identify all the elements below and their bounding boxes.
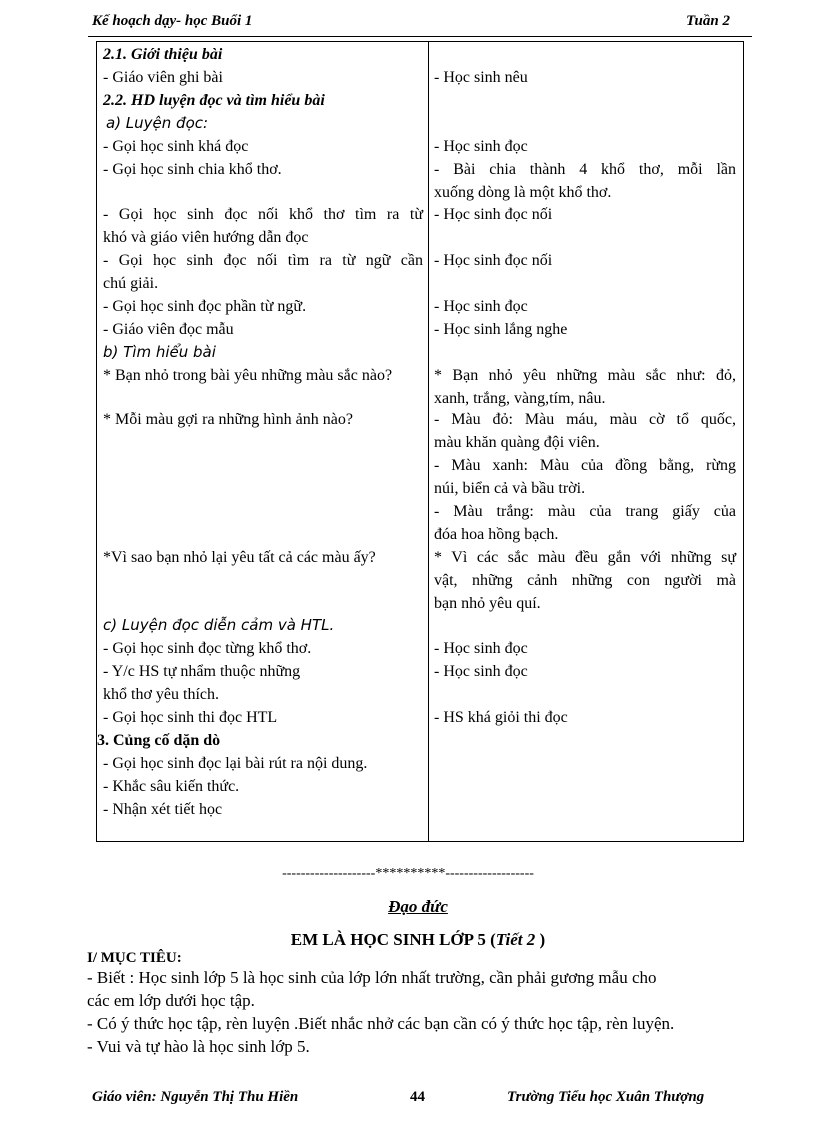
table-right-line: - HS khá giỏi thi đọc <box>434 709 568 726</box>
table-left-line: 2.1. Giới thiệu bài <box>103 46 223 63</box>
table-right-line: - Màu trắng: màu của trang giấy của <box>434 503 736 520</box>
subject-heading: Đạo đức <box>388 897 448 916</box>
table-right-line: - Học sinh đọc <box>434 663 528 680</box>
header-left: Kế hoạch dạy- học Buổi 1 <box>92 13 253 29</box>
table-right-line: - Màu xanh: Màu của đồng bằng, rừng <box>434 457 736 474</box>
table-left-line: - Gọi học sinh khá đọc <box>103 138 249 155</box>
table-column-divider <box>428 42 429 841</box>
table-left-line: - Giáo viên đọc mẫu <box>103 321 234 338</box>
lesson-title <box>0 930 816 950</box>
table-left-line: - Y/c HS tự nhẩm thuộc những <box>103 663 301 680</box>
table-left-line: - Gọi học sinh chia khổ thơ. <box>103 161 282 178</box>
table-left-line: 2.2. HD luyện đọc và tìm hiểu bài <box>103 92 325 109</box>
table-right-line: * Bạn nhỏ yêu những màu sắc như: đỏ, <box>434 367 736 384</box>
header-right: Tuần 2 <box>685 13 730 29</box>
table-right-line: màu khăn quàng đội viên. <box>434 434 600 451</box>
table-left-line: khổ thơ yêu thích. <box>103 686 219 703</box>
table-right-line: - Màu đỏ: Màu máu, màu cờ tổ quốc, <box>434 411 736 428</box>
table-left-line: - Gọi học sinh đọc nối khổ thơ tìm ra từ <box>103 206 423 223</box>
table-left-line: - Gọi học sinh đọc từng khổ thơ. <box>103 640 312 657</box>
table-left-line: b) Tìm hiểu bài <box>103 343 216 361</box>
objective-line: các em lớp dưới học tập. <box>87 991 255 1010</box>
table-right-line: - Học sinh đọc nối <box>434 206 553 223</box>
lesson-title-part: Tiết 2 <box>495 930 536 949</box>
footer-page-number: 44 <box>410 1089 425 1105</box>
table-left-line: - Gọi học sinh đọc phần từ ngữ. <box>103 298 307 315</box>
objective-line: - Có ý thức học tập, rèn luyện .Biết nhắc nhở các bạn cần có ý thức học tập, rèn luyện. <box>87 1014 675 1033</box>
table-left-line: - Giáo viên ghi bài <box>103 69 223 86</box>
table-left-line: chú giải. <box>103 275 159 292</box>
table-right-line: - Học sinh đọc <box>434 298 528 315</box>
table-right-line: xanh, trắng, vàng,tím, nâu. <box>434 390 606 407</box>
table-left-line: khó và giáo viên hướng dẫn đọc <box>103 229 309 246</box>
lesson-title-main: EM LÀ HỌC SINH LỚP 5 ( <box>290 930 496 949</box>
section-separator: --------------------**********------------------- <box>282 866 534 881</box>
table-left-line: - Gọi học sinh đọc nối tìm ra từ ngữ cần <box>103 252 423 269</box>
table-right-line: - Bài chia thành 4 khổ thơ, mỗi lần <box>434 161 736 178</box>
table-left-line: * Bạn nhỏ trong bài yêu những màu sắc nào? <box>103 367 393 384</box>
objective-line: - Biết : Học sinh lớp 5 là học sinh của lớp lớn nhất trường, cần phải gương mẫu cho <box>87 968 657 987</box>
table-right-line: * Vì các sắc màu đều gắn với những sự <box>434 549 736 566</box>
table-right-line: vật, những cảnh những con người mà <box>434 572 736 589</box>
table-right-line: - Học sinh nêu <box>434 69 528 86</box>
header-rule <box>88 36 752 37</box>
table-right-line: bạn nhỏ yêu quí. <box>434 595 541 612</box>
table-left-line: c) Luyện đọc diễn cảm và HTL. <box>103 616 335 634</box>
objectives-heading: I/ MỤC TIÊU: <box>87 950 182 966</box>
table-right-line: - Học sinh đọc <box>434 138 528 155</box>
table-left-line: * Mỗi màu gợi ra những hình ảnh nào? <box>103 411 353 428</box>
footer-teacher: Giáo viên: Nguyễn Thị Thu Hiền <box>92 1089 299 1105</box>
table-left-line: - Gọi học sinh thi đọc HTL <box>103 709 278 726</box>
table-left-line: *Vì sao bạn nhỏ lại yêu tất cả các màu ấy? <box>103 549 376 566</box>
table-right-line: - Học sinh lắng nghe <box>434 321 568 338</box>
table-left-line: a) Luyện đọc: <box>106 114 209 132</box>
table-left-line: - Gọi học sinh đọc lại bài rút ra nội dung. <box>103 755 368 772</box>
footer-school: Trường Tiểu học Xuân Thượng <box>507 1089 705 1105</box>
table-right-line: núi, biển cả và bầu trời. <box>434 480 586 497</box>
table-left-line: 3. Củng cố dặn dò <box>97 732 221 749</box>
table-right-line: xuống dòng là một khổ thơ. <box>434 184 612 201</box>
lesson-title-end: ) <box>535 930 546 949</box>
table-right-line: - Học sinh đọc nối <box>434 252 553 269</box>
table-left-line: - Khắc sâu kiến thức. <box>103 778 240 795</box>
table-left-line: - Nhận xét tiết học <box>103 801 223 818</box>
table-right-line: - Học sinh đọc <box>434 640 528 657</box>
table-right-line: đóa hoa hồng bạch. <box>434 526 559 543</box>
objective-line: - Vui và tự hào là học sinh lớp 5. <box>87 1037 310 1056</box>
